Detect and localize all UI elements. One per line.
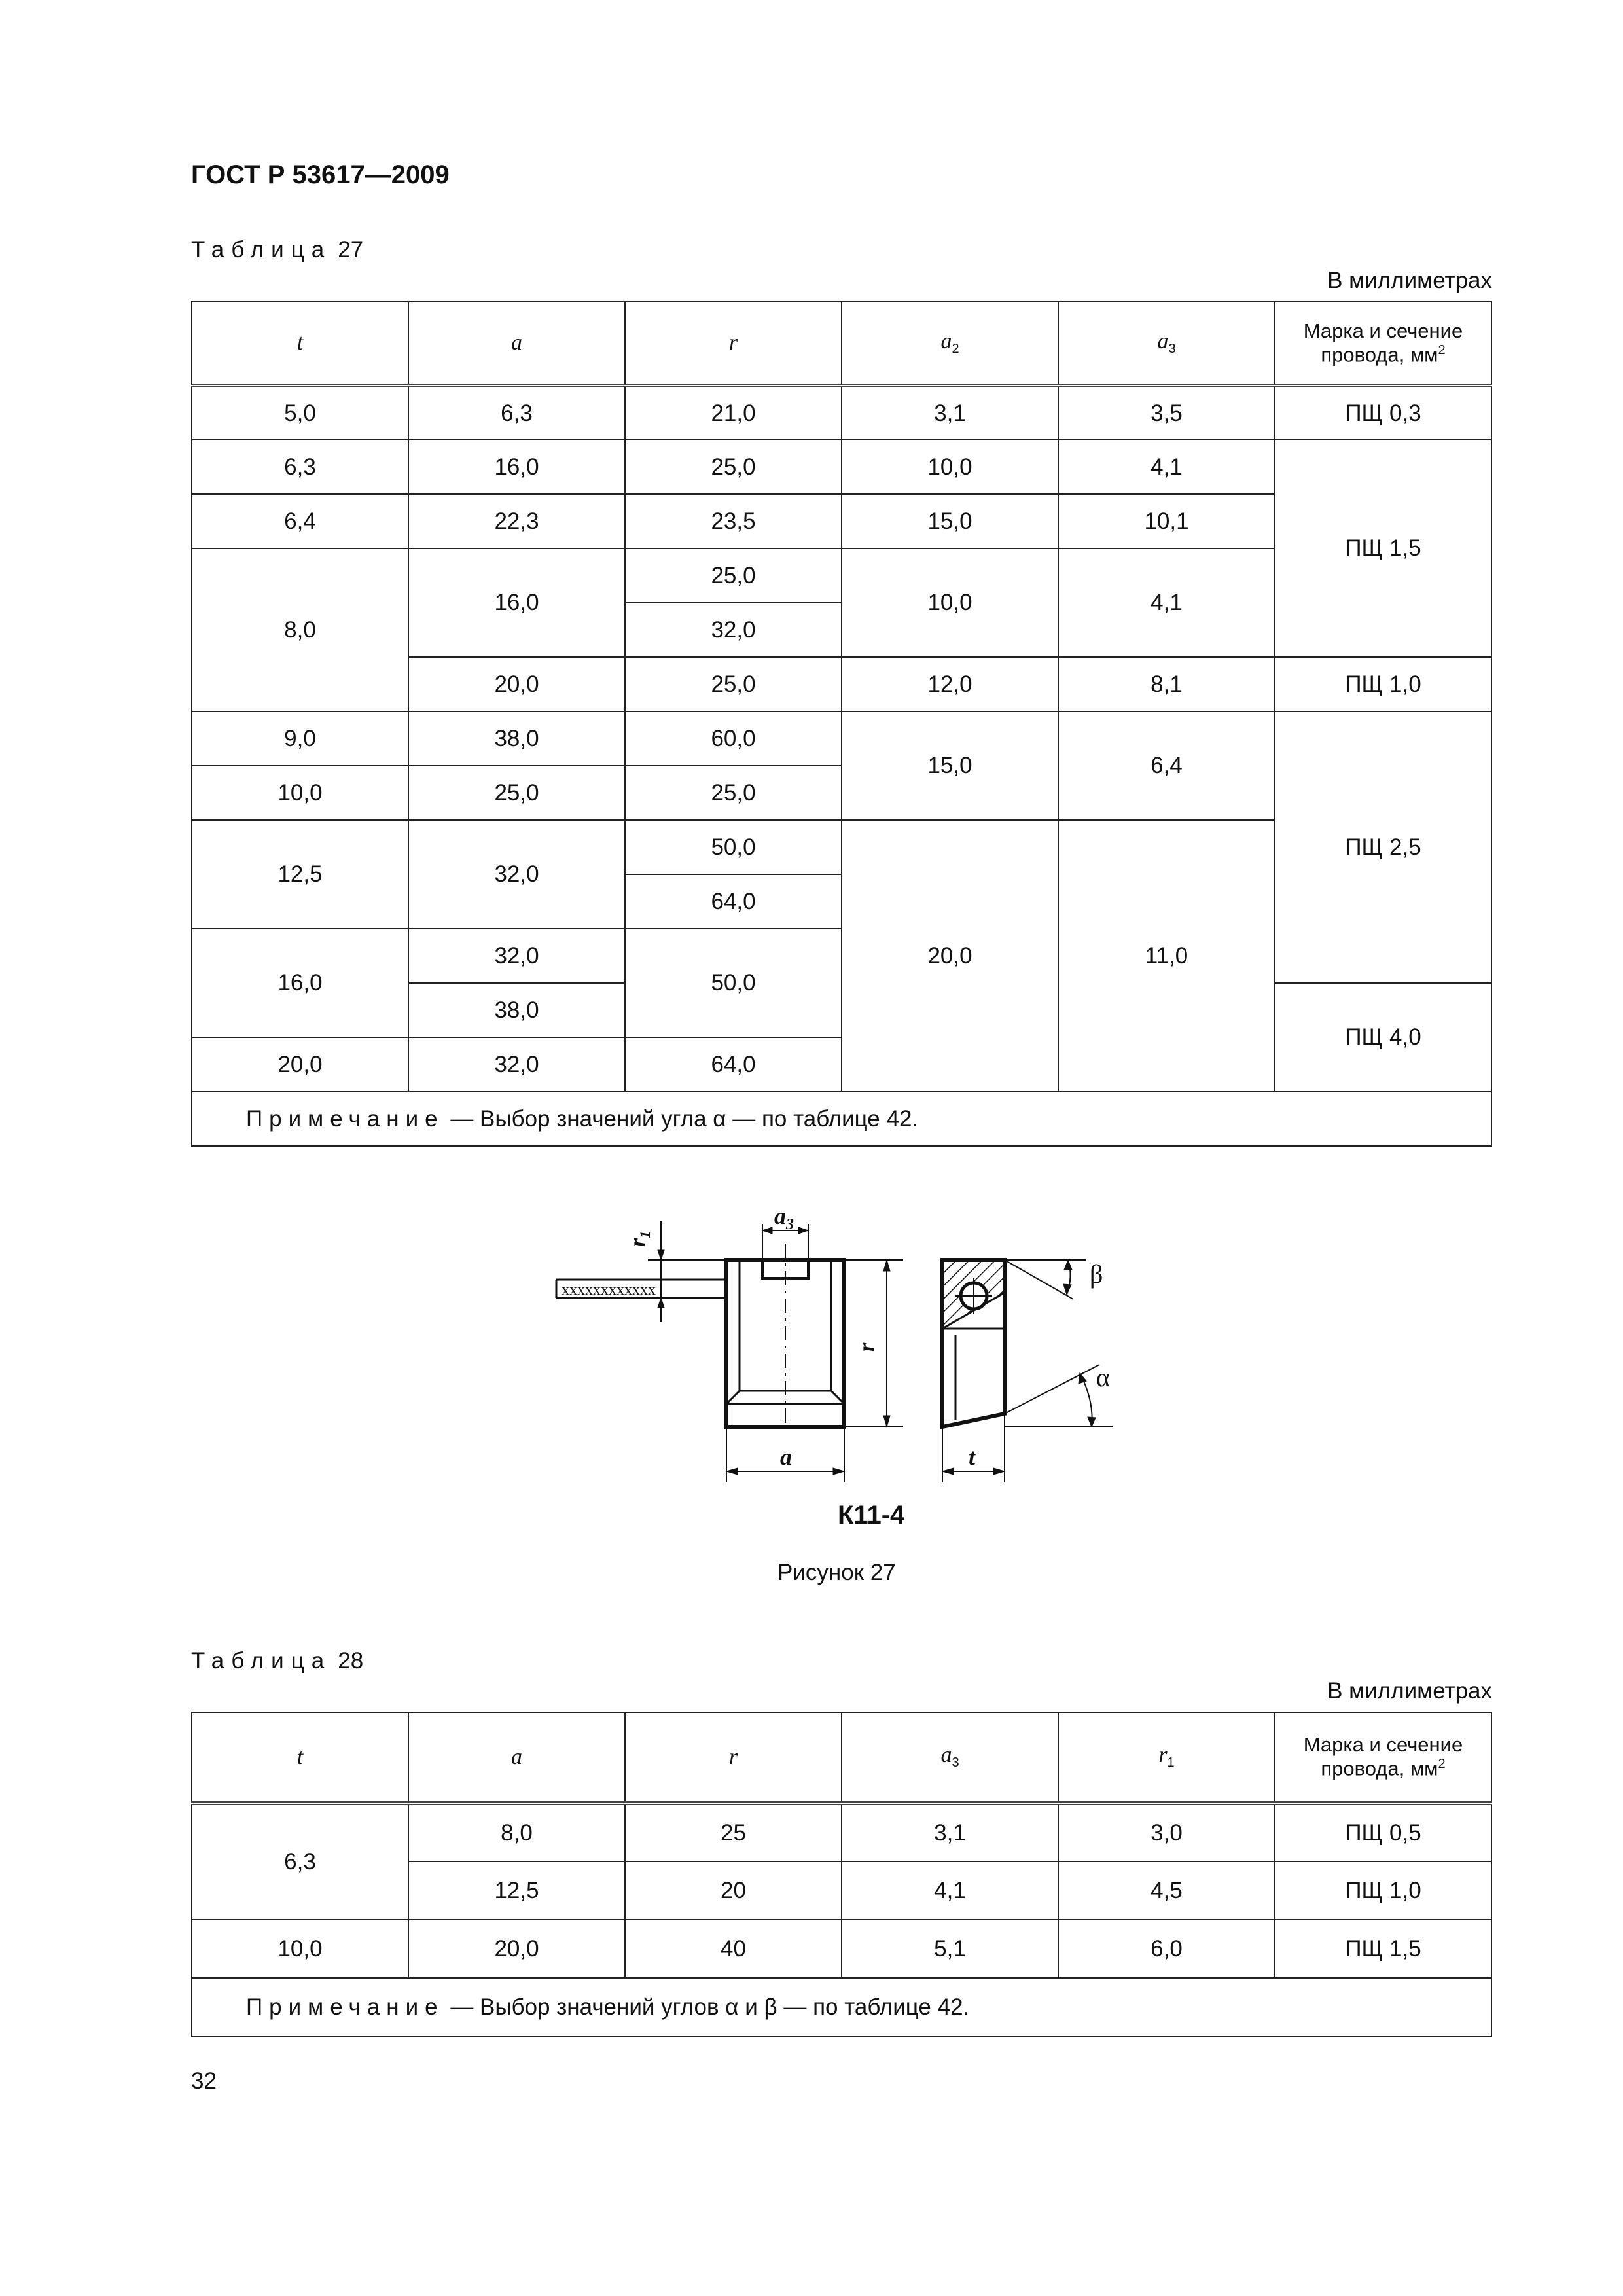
table-cell: 50,0 <box>625 929 842 1037</box>
figure-caption: Рисунок 27 <box>777 1560 896 1585</box>
table-cell: 10,0 <box>842 548 1058 657</box>
table-cell: 10,0 <box>192 766 408 820</box>
table-cell: 5,1 <box>842 1920 1058 1978</box>
angle-beta <box>1005 1260 1086 1299</box>
page-number: 32 <box>191 2068 217 2094</box>
col-header-t: t <box>192 302 408 386</box>
table-cell: 23,5 <box>625 494 842 548</box>
table-cell: 32,0 <box>625 603 842 657</box>
table-cell: 16,0 <box>408 548 625 657</box>
table-label-number: 27 <box>338 237 364 262</box>
table-cell: 6,0 <box>1058 1920 1275 1978</box>
table-cell: 64,0 <box>625 874 842 929</box>
col-header-r: r <box>625 302 842 386</box>
table-cell: 60,0 <box>625 711 842 766</box>
table-cell: 20,0 <box>192 1037 408 1092</box>
label-r: r <box>855 1342 879 1352</box>
table-cell: 20,0 <box>408 1920 625 1978</box>
table-cell: 15,0 <box>842 494 1058 548</box>
col-header-wire: Марка и сечение провода, $мм^2$ <box>1275 1712 1491 1803</box>
table-cell: 16,0 <box>408 440 625 494</box>
table-cell: 40 <box>625 1920 842 1978</box>
table-cell: 10,1 <box>1058 494 1275 548</box>
label-beta: β <box>1090 1259 1103 1289</box>
wire-shape <box>556 1280 726 1299</box>
table-label-word: Таблица <box>191 1648 332 1674</box>
table-cell: 16,0 <box>192 929 408 1037</box>
table-cell: ПЩ 0,5 <box>1275 1803 1491 1861</box>
table-cell: 3,5 <box>1058 386 1275 440</box>
table-cell: 4,1 <box>842 1861 1058 1920</box>
table-note: Примечание — Выбор значений углов α и β — по таблице 42. <box>192 1978 1491 2036</box>
table-cell: 6,3 <box>408 386 625 440</box>
table-cell: 25 <box>625 1803 842 1861</box>
table-cell: 32,0 <box>408 929 625 983</box>
table-28-units: В миллиметрах <box>1327 1678 1492 1704</box>
table-cell: 8,1 <box>1058 657 1275 711</box>
table-cell: 12,5 <box>192 820 408 929</box>
svg-text:xxxxxxxxxxxx: xxxxxxxxxxxx <box>562 1282 656 1299</box>
figure-model-label: К11-4 <box>838 1501 905 1530</box>
table-cell: 11,0 <box>1058 820 1275 1092</box>
table-cell: ПЩ 0,3 <box>1275 386 1491 440</box>
table-row <box>192 1803 1491 1861</box>
table-cell: ПЩ 4,0 <box>1275 983 1491 1092</box>
label-a: a <box>780 1444 792 1470</box>
table-cell: 25,0 <box>625 548 842 603</box>
table-row <box>192 1920 1491 1978</box>
table-cell: 3,1 <box>842 1803 1058 1861</box>
table-cell: 4,5 <box>1058 1861 1275 1920</box>
table-cell: 20 <box>625 1861 842 1920</box>
table-cell: 5,0 <box>192 386 408 440</box>
col-header-wire: Марка и сечение провода, $мм^2$ <box>1275 302 1491 386</box>
table-27-units: В миллиметрах <box>1327 268 1492 293</box>
label-r1: $r_1$ <box>626 1230 653 1247</box>
table-label-number: 28 <box>338 1648 364 1674</box>
table-cell: 12,0 <box>842 657 1058 711</box>
label-t: t <box>969 1444 976 1470</box>
col-header-a3: $a_3$ <box>842 1712 1058 1803</box>
table-cell: 6,3 <box>192 1803 408 1920</box>
table-cell: 4,1 <box>1058 440 1275 494</box>
table-cell: ПЩ 1,0 <box>1275 1861 1491 1920</box>
table-28 <box>191 1712 1492 2037</box>
table-cell: 10,0 <box>842 440 1058 494</box>
table-cell: 25,0 <box>625 657 842 711</box>
table-note: Примечание — Выбор значений угла α — по таблице 42. <box>192 1092 1491 1146</box>
table-cell: ПЩ 1,0 <box>1275 657 1491 711</box>
table-cell: ПЩ 2,5 <box>1275 711 1491 983</box>
col-header-a: a <box>408 1712 625 1803</box>
terminal-side-view <box>942 1260 1005 1427</box>
col-header-a: a <box>408 302 625 386</box>
col-header-r1: $r_1$ <box>1058 1712 1275 1803</box>
table-cell: 6,4 <box>1058 711 1275 820</box>
col-header-t: t <box>192 1712 408 1803</box>
col-header-r: r <box>625 1712 842 1803</box>
col-header-a2: $a_2$ <box>842 302 1058 386</box>
table-cell: 8,0 <box>408 1803 625 1861</box>
table-27 <box>191 301 1492 1147</box>
document-code: ГОСТ Р 53617—2009 <box>191 160 450 189</box>
label-a3: $a_3$ <box>774 1203 794 1233</box>
table-cell: 8,0 <box>192 548 408 711</box>
table-cell: 20,0 <box>842 820 1058 1092</box>
table-cell: 32,0 <box>408 820 625 929</box>
table-cell: ПЩ 1,5 <box>1275 1920 1491 1978</box>
table-cell: 6,4 <box>192 494 408 548</box>
table-cell: 25,0 <box>625 440 842 494</box>
table-cell: 50,0 <box>625 820 842 874</box>
table-cell: 32,0 <box>408 1037 625 1092</box>
table-cell: 3,1 <box>842 386 1058 440</box>
col-header-a3: $a_3$ <box>1058 302 1275 386</box>
table-cell: 4,1 <box>1058 548 1275 657</box>
dimension-r1 <box>648 1221 726 1322</box>
table-28-label <box>191 1648 363 1674</box>
table-cell: 10,0 <box>192 1920 408 1978</box>
table-cell: 25,0 <box>625 766 842 820</box>
table-cell: 22,3 <box>408 494 625 548</box>
table-cell: 15,0 <box>842 711 1058 820</box>
table-cell: 25,0 <box>408 766 625 820</box>
table-cell: ПЩ 1,5 <box>1275 440 1491 657</box>
table-cell: 38,0 <box>408 711 625 766</box>
table-cell: 6,3 <box>192 440 408 494</box>
table-cell: 64,0 <box>625 1037 842 1092</box>
table-27-label <box>191 237 363 263</box>
table-cell: 21,0 <box>625 386 842 440</box>
table-cell: 3,0 <box>1058 1803 1275 1861</box>
terminal-front-view <box>726 1244 844 1427</box>
table-cell: 9,0 <box>192 711 408 766</box>
figure-k11-4-drawing <box>543 1185 1132 1512</box>
table-cell: 20,0 <box>408 657 625 711</box>
table-cell: 38,0 <box>408 983 625 1037</box>
label-alpha: α <box>1096 1363 1110 1392</box>
table-cell: 12,5 <box>408 1861 625 1920</box>
table-label-word: Таблица <box>191 237 332 262</box>
